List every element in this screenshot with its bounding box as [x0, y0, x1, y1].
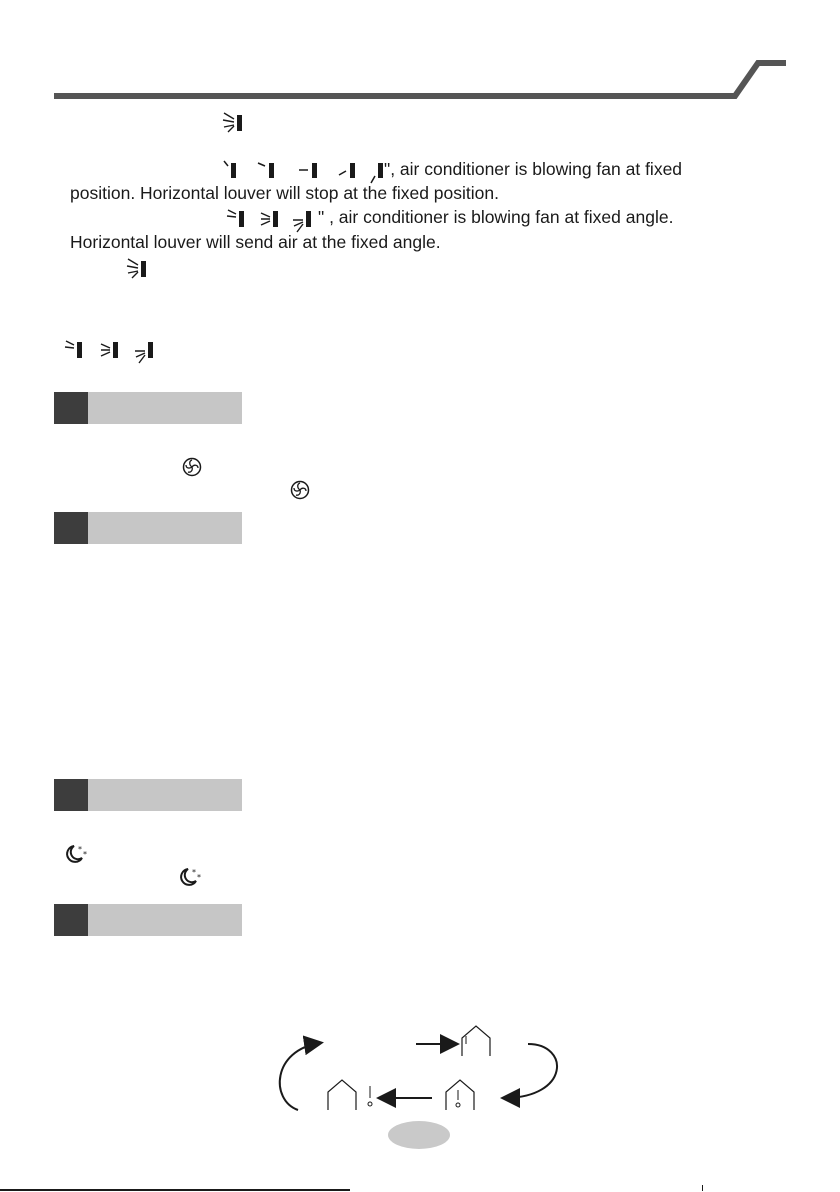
- svg-text:*: *: [83, 850, 87, 859]
- sleep-moon-icon: [177, 866, 203, 888]
- section-2-title-bar: [88, 512, 242, 544]
- section-4-title-bar: [88, 904, 242, 936]
- section-3-marker: [54, 779, 88, 811]
- svg-text:*: *: [197, 873, 201, 882]
- louver-position-4-icon: [336, 159, 360, 179]
- swing-fixed-position-line1: ", air conditioner is blowing fan at fixed: [384, 159, 683, 179]
- header-rule: [0, 0, 840, 110]
- fan-icon: [182, 457, 202, 477]
- svg-text:*: *: [192, 868, 196, 877]
- swing-fixed-angle-line2: Horizontal louver will send air at the fixed angle.: [70, 232, 441, 252]
- louver-angle-2-icon: [100, 338, 122, 360]
- swing-louver-icon: [222, 110, 246, 134]
- section-1-title-bar: [88, 392, 242, 424]
- page-number-badge: [388, 1121, 450, 1149]
- louver-angle-1-icon: [226, 207, 248, 229]
- swing-fixed-position-line2: position. Horizontal louver will stop at the fixed position.: [70, 183, 499, 203]
- louver-angle-3-icon: [134, 338, 158, 364]
- footer-tick: [702, 1185, 703, 1191]
- section-4-marker: [54, 904, 88, 936]
- louver-position-2-icon: [256, 159, 278, 179]
- sleep-moon-icon: [63, 843, 89, 865]
- svg-text:*: *: [78, 845, 82, 854]
- louver-angle-2-icon: [260, 207, 282, 229]
- house-icon: [462, 1026, 490, 1056]
- house-icon: [446, 1080, 474, 1110]
- louver-angle-1-icon: [64, 338, 86, 360]
- footer-rule: [0, 1189, 350, 1191]
- cycle-arrow-right: [504, 1044, 557, 1098]
- house-icon: [328, 1080, 372, 1110]
- swing-louver-icon: [126, 256, 150, 280]
- louver-position-3-icon: [297, 159, 321, 179]
- louver-angle-3-icon: [292, 207, 316, 233]
- louver-position-1-icon: [222, 159, 240, 179]
- swing-fixed-angle-line1: " , air conditioner is blowing fan at fixed angle.: [318, 207, 674, 227]
- fan-icon: [290, 480, 310, 500]
- mode-cycle-diagram: [260, 1020, 580, 1120]
- cycle-arrow-left: [280, 1043, 320, 1110]
- section-1-marker: [54, 392, 88, 424]
- section-3-title-bar: [88, 779, 242, 811]
- section-2-marker: [54, 512, 88, 544]
